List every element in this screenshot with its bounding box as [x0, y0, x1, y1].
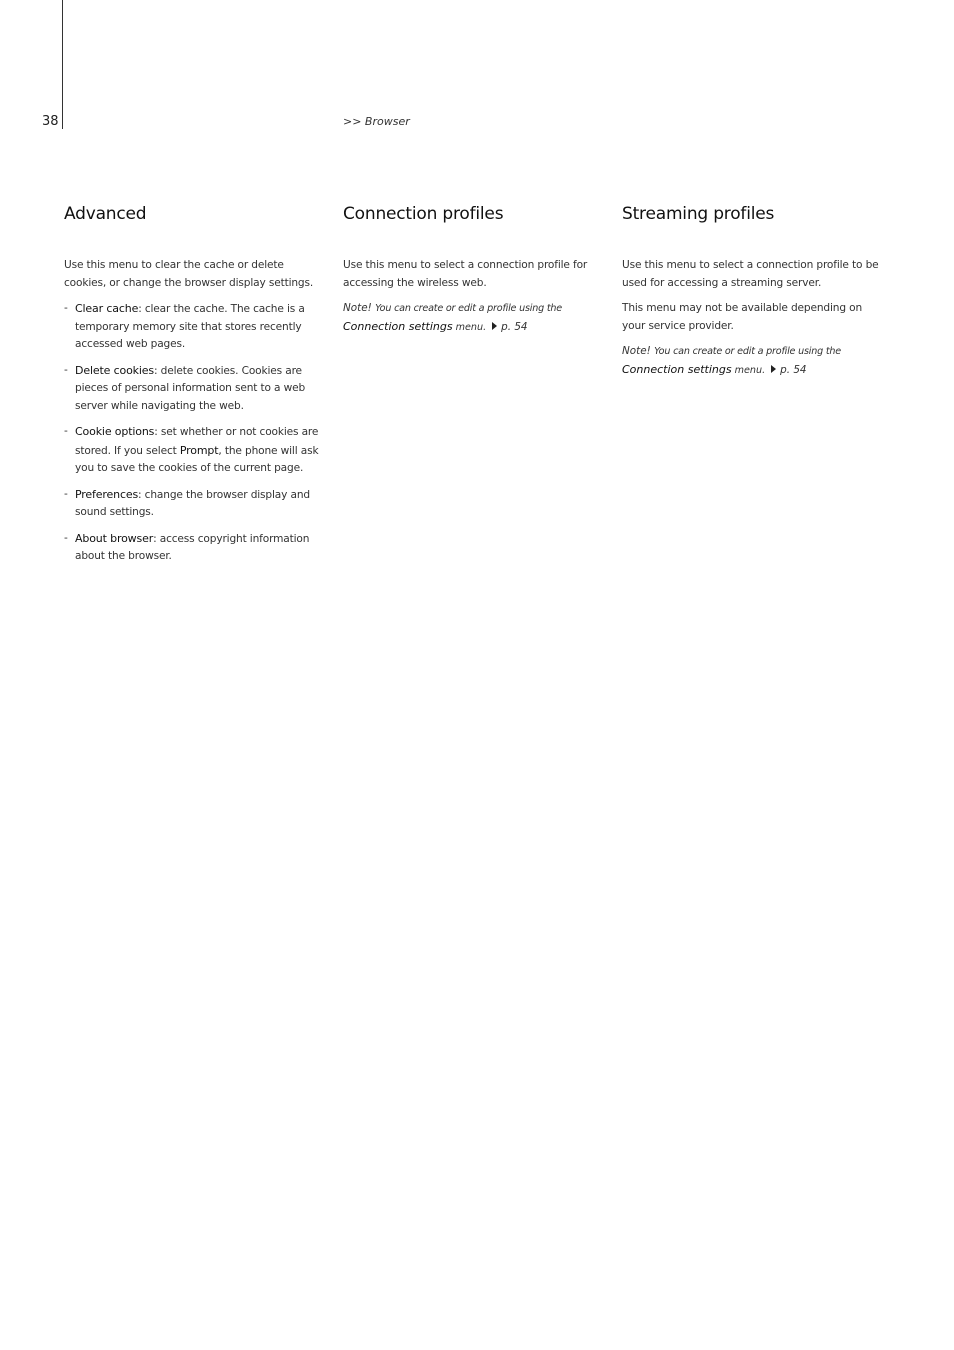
list-dash: -: [64, 363, 68, 376]
list-item-cookie-options: [64, 423, 328, 478]
term-prompt: Prompt: [179, 443, 219, 457]
note-page-ref[interactable]: p. 54: [501, 320, 528, 333]
connection-note: [343, 300, 607, 336]
list-item-preferences: [64, 486, 328, 522]
note-menu-name: Connection settings: [343, 319, 453, 333]
streaming-profiles-heading: Streaming profiles: [622, 204, 775, 224]
streaming-profiles-intro: Use this menu to select a connection profile to be used for accessing a streaming server.: [622, 259, 879, 289]
note-text: You can create or edit a profile using the: [375, 303, 563, 314]
list-item-clear-cache: [64, 300, 328, 354]
list-item-about-browser: [64, 530, 328, 566]
term-delete-cookies: Delete cookies: [75, 363, 154, 377]
note-page-ref[interactable]: p. 54: [780, 363, 807, 376]
note-menu-name: Connection settings: [622, 362, 732, 376]
streaming-profiles-availability: This menu may not be available depending on your service provider.: [622, 302, 863, 332]
term-about-browser: About browser: [75, 531, 154, 545]
advanced-intro: Use this menu to clear the cache or delete cookies, or change the browser display settings.: [64, 259, 314, 289]
desc-cookie-options-2: , the phone will ask you to save the cookies of the current page.: [75, 444, 319, 474]
connection-profiles-heading: Connection profiles: [343, 204, 504, 224]
breadcrumb: >> Browser: [343, 115, 410, 128]
advanced-heading: Advanced: [64, 204, 147, 224]
term-preferences: Preferences: [75, 487, 139, 501]
note-label: Note!: [343, 302, 376, 314]
list-dash: -: [64, 531, 68, 544]
list-dash: -: [64, 425, 68, 437]
list-item-delete-cookies: [64, 362, 328, 416]
desc-delete-cookies: : delete cookies. Cookies are pieces of personal information sent to a web server while navigating the web.: [75, 364, 306, 412]
streaming-note: [622, 343, 886, 379]
advanced-section: [64, 203, 328, 574]
note-label: Note!: [622, 345, 655, 357]
term-cookie-options: Cookie options: [75, 425, 155, 438]
list-dash: -: [64, 487, 68, 500]
list-dash: -: [64, 302, 68, 314]
margin-rule: [62, 0, 63, 129]
note-menu-word: menu.: [731, 364, 766, 376]
connection-profiles-section: [343, 203, 607, 344]
desc-preferences: : change the browser display and sound settings.: [75, 488, 310, 518]
desc-clear-cache: : clear the cache. The cache is a temporary memory site that stores recently accessed web pages.: [75, 303, 305, 350]
page-number: 38: [42, 114, 59, 129]
arrow-right-icon: [492, 322, 497, 330]
note-menu-word: menu.: [452, 321, 487, 333]
desc-about-browser: : access copyright information about the browser.: [75, 532, 310, 562]
term-clear-cache: Clear cache: [75, 302, 139, 315]
connection-profiles-intro: Use this menu to select a connection profile for accessing the wireless web.: [343, 259, 588, 289]
desc-cookie-options-1: : set whether or not cookies are stored. If you select: [75, 426, 319, 457]
note-text: You can create or edit a profile using the: [654, 346, 842, 357]
advanced-options-list: [64, 300, 328, 566]
streaming-profiles-section: [622, 203, 886, 387]
arrow-right-icon: [771, 365, 776, 373]
